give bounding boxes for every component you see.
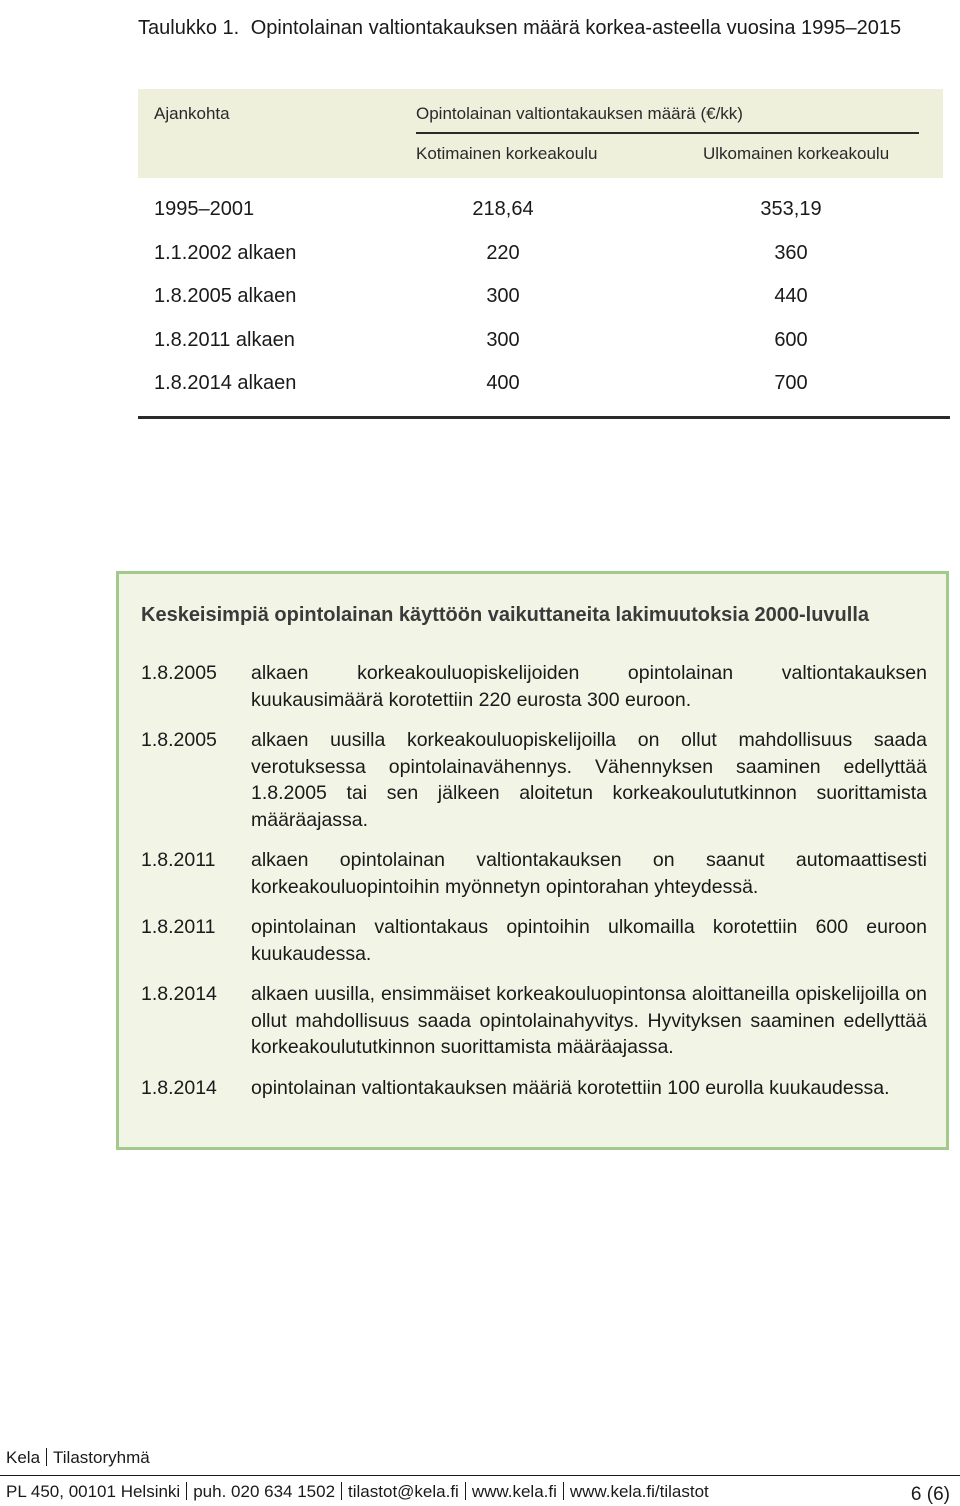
footer-org-name: Kela (6, 1448, 41, 1467)
table-header (138, 89, 943, 178)
footer-web-link[interactable]: www.kela.fi (471, 1482, 557, 1501)
law-changes-box (116, 571, 949, 1150)
cell-abroad: 360 (774, 241, 808, 264)
law-change-text: alkaen uusilla, ensimmäiset korkeakouluopintonsa aloittaneilla opiskelijoilla on ollut mahdollisuus saada opintolainahyvitys. Hyvityksen saaminen edellyttää korkeakoulututkinnon suorittamista määräajassa. (251, 983, 927, 1058)
footer-separator (465, 1482, 466, 1500)
law-change-item (141, 660, 927, 713)
footer-org (6, 1448, 150, 1468)
cell-domestic: 218,64 (472, 198, 534, 220)
table-label: Taulukko 1. (138, 17, 240, 39)
header-period: Ajankohta (154, 104, 230, 123)
cell-period: 1.8.2011 alkaen (154, 328, 295, 351)
cell-domestic: 300 (486, 328, 520, 351)
header-abroad: Ulkomainen korkeakoulu (703, 144, 890, 163)
footer-unit: Tilastoryhmä (53, 1448, 150, 1467)
law-change-date: 1.8.2011 (141, 849, 216, 871)
cell-period: 1.8.2014 alkaen (154, 372, 297, 394)
law-change-list (141, 660, 927, 1115)
header-domestic: Kotimainen korkeakoulu (416, 144, 598, 163)
footer-separator (186, 1482, 187, 1500)
footer-stats-link[interactable]: www.kela.fi/tilastot (569, 1482, 709, 1501)
law-change-text: opintolainan valtiontakauksen määriä korotettiin 100 eurolla kuukaudessa. (251, 1076, 890, 1099)
law-change-date: 1.8.2011 (141, 916, 216, 938)
footer-separator (46, 1448, 47, 1466)
cell-abroad: 353,19 (760, 198, 822, 220)
footer-separator (341, 1482, 342, 1500)
table-title-text: Opintolainan valtiontakauksen määrä korkea-asteella vuosina 1995–2015 (250, 17, 902, 39)
cell-period: 1.1.2002 alkaen (154, 241, 297, 264)
cell-domestic: 400 (486, 372, 520, 394)
law-change-text: opintolainan valtiontakaus opintoihin ulkomailla korotettiin 600 euroon kuukaudessa. (251, 916, 927, 965)
table-row (138, 364, 950, 408)
table-title (138, 16, 938, 41)
table-row (138, 321, 950, 365)
footer-divider (0, 1475, 960, 1476)
law-change-text: alkaen opintolainan valtiontakauksen on saanut automaattisesti korkeakouluopintoihin myönnetyn opintorahan yhteydessä. (251, 849, 927, 898)
cell-period: 1995–2001 (154, 198, 255, 220)
table-bottom-rule (138, 416, 950, 419)
footer-contact (6, 1482, 709, 1502)
law-change-text: alkaen uusilla korkeakouluopiskelijoilla on ollut mahdollisuus saada verotuksessa opintolainavähennys. Vähennyksen saaminen edellyttää 1.8.2005 tai sen jälkeen aloitetun korkeakoulututkinnon suorittamista määräajassa. (251, 729, 927, 831)
law-change-item (141, 1075, 927, 1102)
law-change-item (141, 727, 927, 833)
table-body (138, 190, 950, 408)
page-number: 6 (6) (910, 1484, 950, 1505)
law-change-date: 1.8.2014 (141, 1076, 217, 1099)
law-change-date: 1.8.2005 (141, 662, 217, 684)
header-divider (416, 132, 919, 134)
footer-separator (563, 1482, 564, 1500)
law-change-item (141, 847, 927, 900)
law-change-item (141, 981, 927, 1061)
cell-period: 1.8.2005 alkaen (154, 285, 297, 307)
table-row (138, 277, 950, 321)
cell-abroad: 440 (774, 285, 808, 307)
table-row (138, 190, 950, 234)
law-change-item (141, 914, 927, 967)
footer-address: PL 450, 00101 Helsinki (6, 1482, 181, 1501)
law-change-date: 1.8.2005 (141, 729, 217, 751)
law-change-text: alkaen korkeakouluopiskelijoiden opintolainan valtiontakauksen kuukausimäärä korotettiin 220 eurosta 300 euroon. (251, 662, 927, 711)
cell-abroad: 600 (774, 328, 808, 351)
cell-domestic: 220 (486, 241, 520, 264)
footer-phone: puh. 020 634 1502 (193, 1482, 336, 1501)
cell-abroad: 700 (774, 372, 808, 394)
footer-email-link[interactable]: tilastot@kela.fi (348, 1482, 459, 1501)
table-row (138, 234, 950, 278)
cell-domestic: 300 (486, 285, 520, 307)
header-amount: Opintolainan valtiontakauksen määrä (€/kk) (416, 104, 743, 123)
law-box-heading: Keskeisimpiä opintolainan käyttöön vaikuttaneita lakimuutoksia 2000-luvulla (141, 604, 869, 626)
law-change-date: 1.8.2014 (141, 983, 217, 1005)
